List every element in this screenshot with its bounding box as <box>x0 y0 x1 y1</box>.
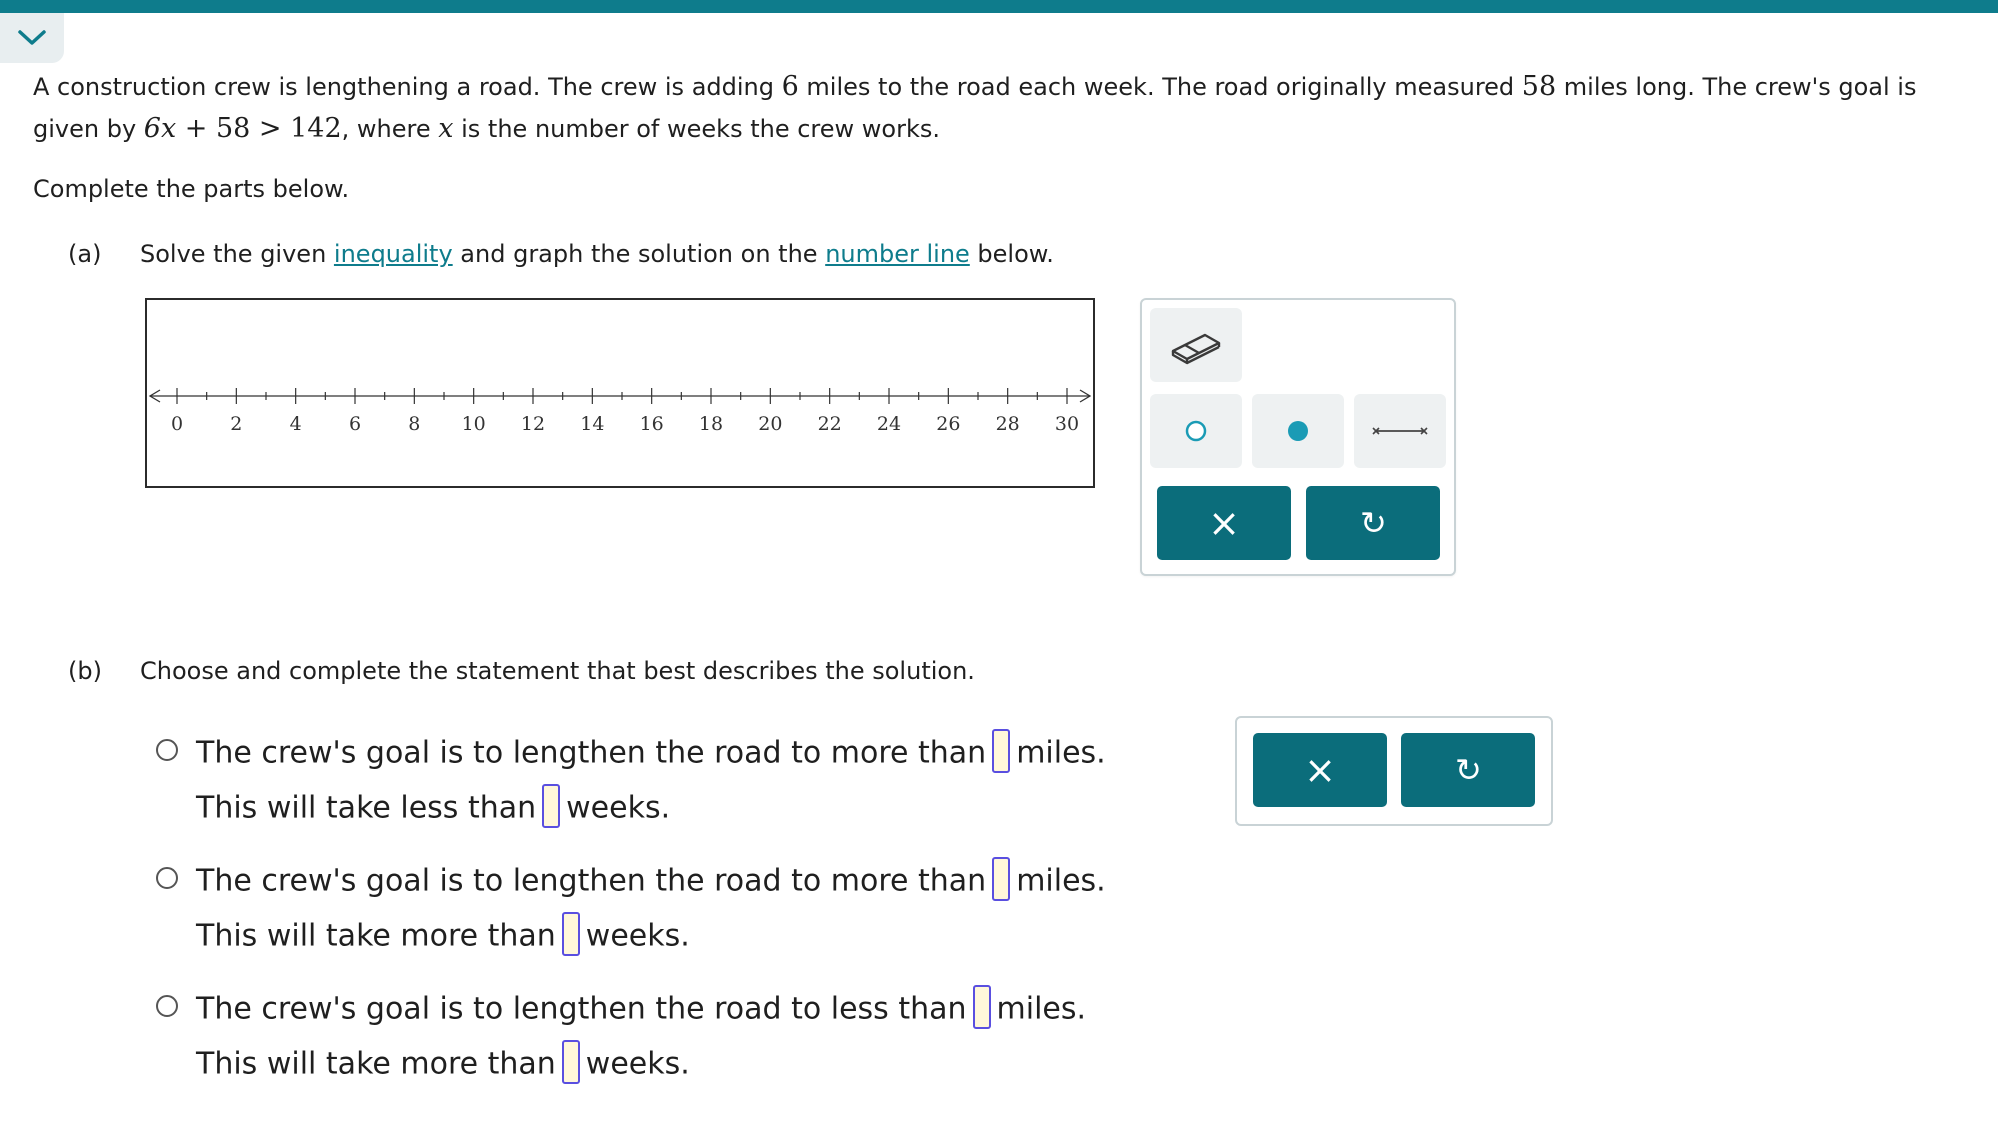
tick-label: 4 <box>289 413 302 435</box>
choice-3-line-2: This will take more than weeks. <box>196 1043 690 1087</box>
part-a-prompt: Solve the given inequality and graph the solution on the number line below. <box>140 240 1054 268</box>
closed-point-tool[interactable] <box>1252 394 1344 468</box>
open-point-tool[interactable] <box>1150 394 1242 468</box>
tick-label: 6 <box>348 413 362 435</box>
segment-icon <box>1370 423 1430 439</box>
tick-label: 26 <box>936 413 961 435</box>
close-icon: × <box>1304 748 1336 792</box>
tick-label: 10 <box>461 413 486 435</box>
tick-label: 12 <box>520 413 546 435</box>
chevron-down-icon <box>17 28 47 48</box>
part-b-prompt: Choose and complete the statement that best describes the solution. <box>140 657 975 685</box>
graph-clear-button[interactable] <box>1157 486 1291 560</box>
choice-1-line-2: This will take less than weeks. <box>196 787 670 831</box>
number-line-graph[interactable] <box>145 298 1095 488</box>
tick-label: 18 <box>698 413 724 435</box>
part-a-label: (a) <box>68 240 102 268</box>
tick-label: 30 <box>1054 413 1080 435</box>
part-b-label: (b) <box>68 657 102 685</box>
undo-icon: ↺ <box>1359 504 1387 542</box>
choice-2-radio[interactable] <box>156 867 178 889</box>
tick-label: 22 <box>817 413 842 435</box>
choice-1-radio[interactable] <box>156 739 178 761</box>
open-circle-icon <box>1184 419 1208 443</box>
close-icon: × <box>1208 501 1240 545</box>
choice-2-line-2: This will take more than weeks. <box>196 915 690 959</box>
tick-label: 0 <box>170 413 184 435</box>
top-accent-bar <box>0 0 1998 13</box>
part-b-undo-button[interactable] <box>1401 733 1535 807</box>
tick-label: 8 <box>408 413 421 435</box>
tick-label: 20 <box>758 413 783 435</box>
graph-tool-panel <box>1140 298 1456 576</box>
choice-3-line-1: The crew's goal is to lengthen the road to less than miles. <box>196 988 1086 1032</box>
part-b-action-panel <box>1235 716 1553 826</box>
choice-3-radio[interactable] <box>156 995 178 1017</box>
number-line[interactable] <box>147 300 1093 486</box>
collapse-toggle[interactable] <box>0 13 64 63</box>
problem-line-2: given by 6x + 58 > 142, where x is the number of weeks the crew works. <box>33 113 940 144</box>
instructions: Complete the parts below. <box>33 175 350 203</box>
tick-label: 2 <box>230 413 243 435</box>
undo-icon: ↺ <box>1454 751 1482 789</box>
choice-1-miles-input[interactable] <box>992 729 1010 773</box>
choice-3-weeks-input[interactable] <box>562 1040 580 1084</box>
choice-2-miles-input[interactable] <box>992 857 1010 901</box>
problem-line-1: A construction crew is lengthening a road. The crew is adding 6 miles to the road each week. The road originally measured 58 miles long. The crew's goal is <box>33 71 1917 102</box>
segment-tool[interactable] <box>1354 394 1446 468</box>
closed-circle-icon <box>1286 419 1310 443</box>
choice-3-miles-input[interactable] <box>973 985 991 1029</box>
eraser-icon <box>1169 325 1223 365</box>
eraser-tool[interactable] <box>1150 308 1242 382</box>
choice-1-weeks-input[interactable] <box>542 784 560 828</box>
choice-2-weeks-input[interactable] <box>562 912 580 956</box>
choice-1-line-1: The crew's goal is to lengthen the road to more than miles. <box>196 732 1106 776</box>
inequality-link[interactable]: inequality <box>333 240 453 268</box>
graph-undo-button[interactable] <box>1306 486 1440 560</box>
tick-label: 16 <box>639 413 664 435</box>
part-b-clear-button[interactable] <box>1253 733 1387 807</box>
tick-label: 24 <box>876 413 902 435</box>
tick-label: 14 <box>580 413 605 435</box>
choice-2-line-1: The crew's goal is to lengthen the road to more than miles. <box>196 860 1106 904</box>
tick-label: 28 <box>995 413 1020 435</box>
number-line-link[interactable]: number line <box>825 240 970 268</box>
